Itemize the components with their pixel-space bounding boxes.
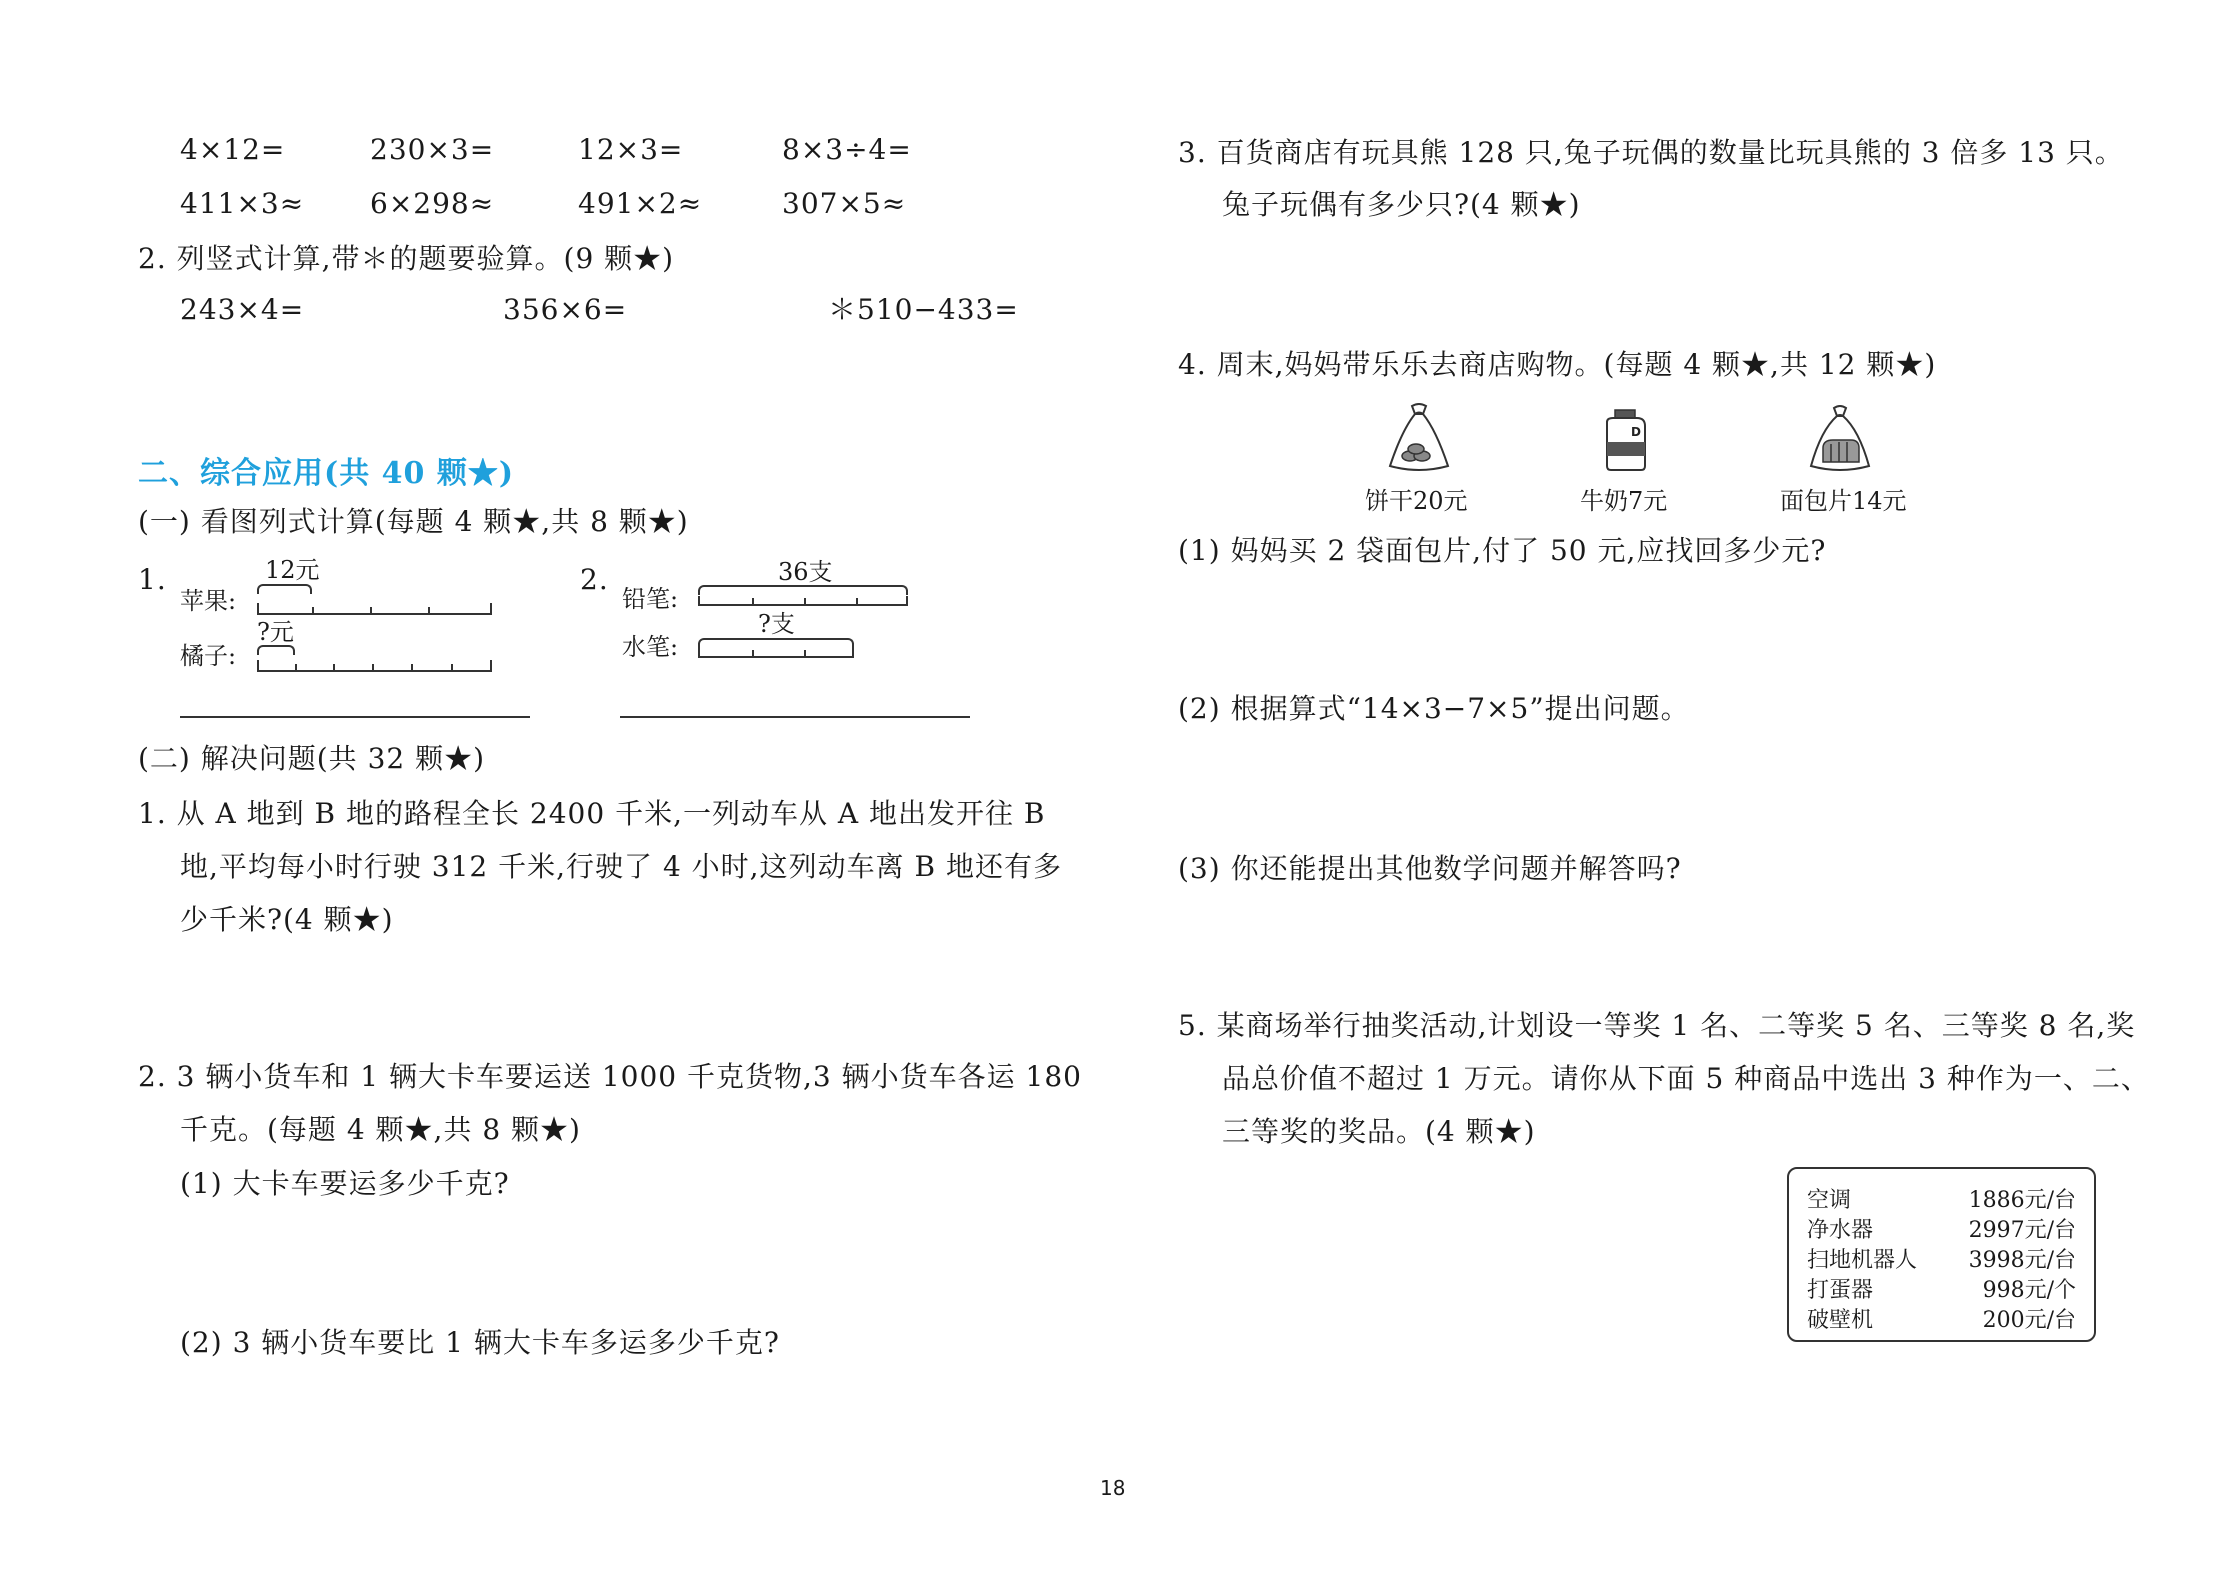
sub-question: (2) 根据算式“14×3−7×5”提出问题。 — [1178, 692, 1690, 725]
question-2-title: 2. 列竖式计算,带＊的题要验算。(9 颗★) — [138, 242, 675, 275]
figure-number: 2. — [580, 563, 609, 596]
pencil-segment — [698, 596, 908, 606]
calc-item: 4×12= — [180, 133, 286, 166]
answer-line — [180, 716, 530, 718]
problem-line: 少千米?(4 颗★) — [180, 903, 394, 936]
prize-row — [1789, 1243, 2094, 1273]
sub-question: (2) 3 辆小货车要比 1 辆大卡车多运多少千克? — [180, 1326, 780, 1359]
page-number: 18 — [1100, 1476, 1126, 1500]
problem-line: 5. 某商场举行抽奖活动,计划设一等奖 1 名、二等奖 5 名、三等奖 8 名,奖 — [1178, 1009, 2136, 1042]
brace — [257, 584, 312, 594]
figure-number: 1. — [138, 563, 167, 596]
sub-question: (1) 大卡车要运多少千克? — [180, 1167, 510, 1200]
answer-line — [620, 716, 970, 718]
question-label: ?支 — [758, 610, 795, 638]
prize-price: 3998元/台 — [1968, 1248, 2076, 1273]
prize-name: 破壁机 — [1807, 1308, 1874, 1333]
row-label: 铅笔: — [622, 585, 679, 613]
prize-price: 2997元/台 — [1968, 1218, 2076, 1243]
item-label: 饼干20元 — [1365, 487, 1468, 515]
apple-segment — [257, 603, 492, 615]
prize-row — [1789, 1273, 2094, 1303]
calc-item: 411×3≈ — [180, 187, 305, 220]
section-title: 二、综合应用(共 40 颗★) — [138, 456, 515, 491]
problem-line: 3. 百货商店有玩具熊 128 只,兔子玩偶的数量比玩具熊的 3 倍多 13 只。 — [1178, 136, 2124, 169]
top-label: 12元 — [265, 556, 320, 584]
part-2-title: (二) 解决问题(共 32 颗★) — [138, 742, 486, 775]
cookie-bag-icon — [1382, 400, 1456, 476]
problem-line: 千克。(每题 4 颗★,共 8 颗★) — [180, 1113, 581, 1146]
calc-item: 230×3= — [370, 133, 495, 166]
orange-segment — [257, 660, 492, 672]
calc-item: 307×5≈ — [782, 187, 907, 220]
question-label: ?元 — [257, 618, 294, 646]
prize-name: 扫地机器人 — [1807, 1248, 1918, 1273]
prize-row — [1789, 1213, 2094, 1243]
prize-row — [1789, 1303, 2094, 1333]
calc-item: 8×3÷4= — [782, 133, 912, 166]
prize-price: 998元/个 — [1982, 1278, 2076, 1303]
problem-line: 兔子玩偶有多少只?(4 颗★) — [1222, 188, 1581, 221]
sub-question: (1) 妈妈买 2 袋面包片,付了 50 元,应找回多少元? — [1178, 534, 1827, 567]
row-label: 水笔: — [622, 633, 679, 661]
prize-table — [1787, 1167, 2096, 1342]
prize-name: 空调 — [1807, 1188, 1852, 1213]
problem-line: 三等奖的奖品。(4 颗★) — [1222, 1115, 1536, 1148]
prize-price: 1886元/台 — [1968, 1188, 2076, 1213]
top-label: 36支 — [778, 558, 833, 586]
calc-item: 243×4= — [180, 293, 305, 326]
item-label: 面包片14元 — [1780, 487, 1907, 515]
calc-item: 491×2≈ — [578, 187, 703, 220]
question-4-title: 4. 周末,妈妈带乐乐去商店购物。(每题 4 颗★,共 12 颗★) — [1178, 348, 1937, 381]
problem-line: 2. 3 辆小货车和 1 辆大卡车要运送 1000 千克货物,3 辆小货车各运 180 — [138, 1060, 1082, 1093]
row-label: 苹果: — [180, 587, 237, 615]
pen-segment — [698, 646, 854, 658]
calc-item: 6×298≈ — [370, 187, 495, 220]
prize-row — [1789, 1183, 2094, 1213]
calc-item: 12×3= — [578, 133, 684, 166]
problem-line: 品总价值不超过 1 万元。请你从下面 5 种商品中选出 3 种作为一、二、 — [1222, 1062, 2150, 1095]
milk-bottle-icon — [1597, 408, 1655, 472]
bread-bag-icon — [1803, 404, 1877, 476]
problem-line: 1. 从 A 地到 B 地的路程全长 2400 千米,一列动车从 A 地出发开往 B — [138, 797, 1046, 830]
prize-price: 200元/台 — [1982, 1308, 2076, 1333]
calc-item: ＊510−433= — [828, 293, 1019, 326]
prize-name: 打蛋器 — [1807, 1278, 1874, 1303]
brace — [698, 585, 908, 595]
row-label: 橘子: — [180, 642, 237, 670]
problem-line: 地,平均每小时行驶 312 千米,行驶了 4 小时,这列动车离 B 地还有多 — [180, 850, 1062, 883]
part-1-title: (一) 看图列式计算(每题 4 颗★,共 8 颗★) — [138, 505, 689, 538]
svg-text:D: D — [1631, 425, 1641, 439]
prize-name: 净水器 — [1807, 1218, 1874, 1243]
sub-question: (3) 你还能提出其他数学问题并解答吗? — [1178, 852, 1682, 885]
calc-item: 356×6= — [503, 293, 628, 326]
brace — [257, 645, 295, 655]
item-label: 牛奶7元 — [1580, 487, 1668, 515]
